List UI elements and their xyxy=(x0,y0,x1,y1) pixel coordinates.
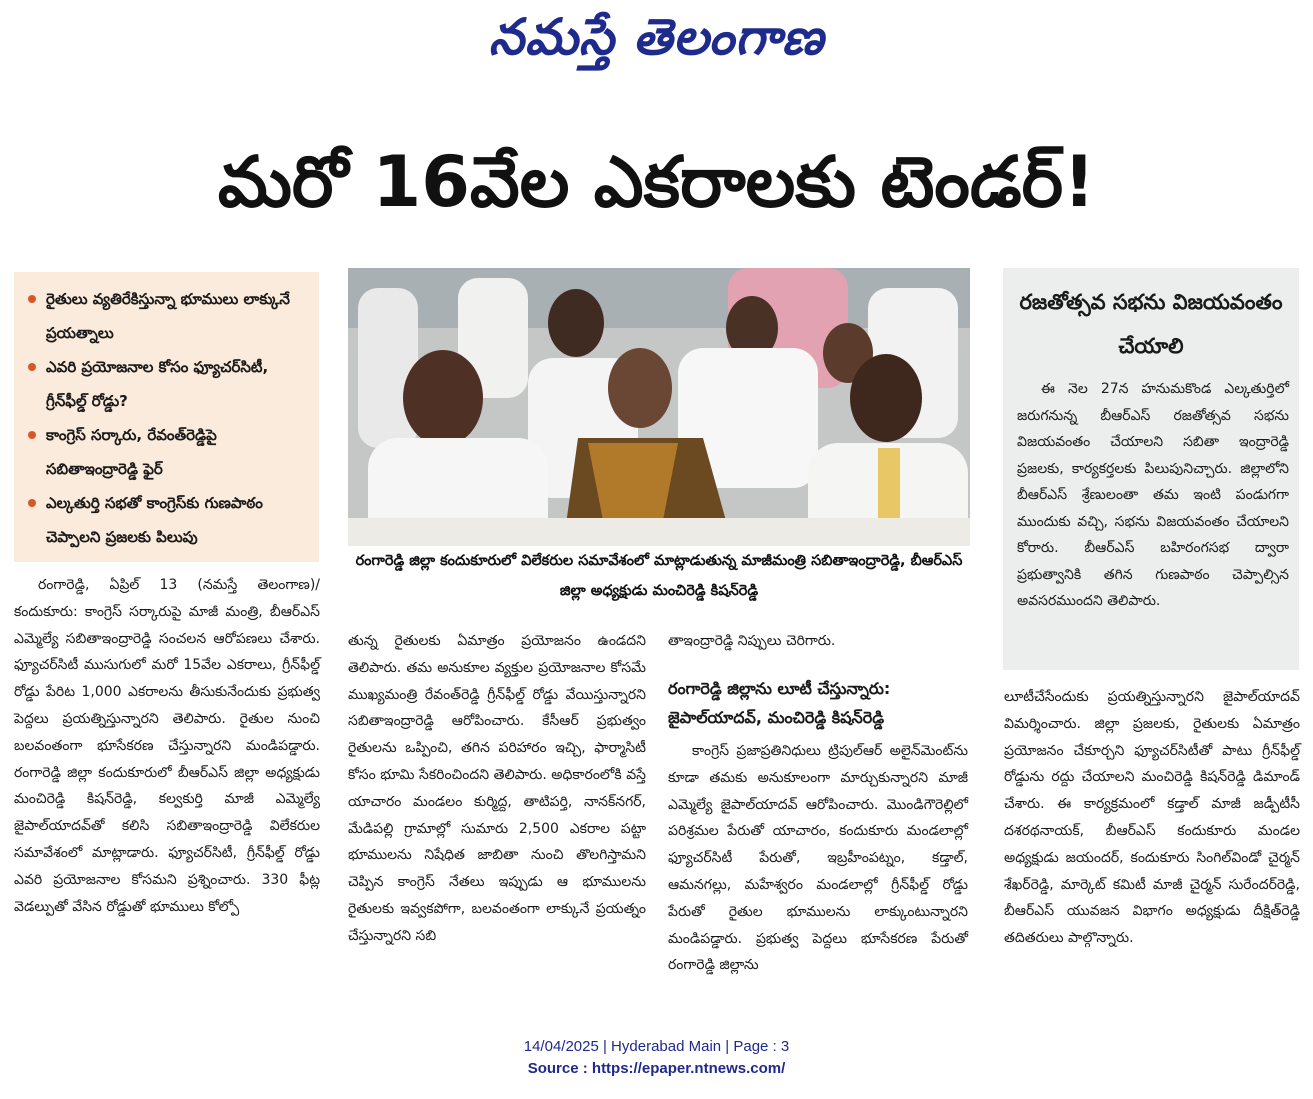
footer-edition-info: 14/04/2025 | Hyderabad Main | Page : 3 xyxy=(523,1038,790,1055)
article-column-4: లూటీచేసేందుకు ప్రయత్నిస్తున్నారని జైపాల్‌యాదవ్ విమర్శించారు. జిల్లా ప్రజలకు, రైతులకు ఏమాత్రం ప్రయోజనం చేకూర్చని ఫ్యూచర్‌సిటీతో పాటు గ్రీన్‌ఫీల్డ్ రోడ్డును రద్దు చేయాలని మంచిరెడ్డి కిషన్‌రెడ్డి డిమాండ్ చేశారు. ఈ కార్యక్రమంలో కడ్తాల్ మాజీ జడ్పీటీసీ దశరథనాయక్, బీఆర్‌ఎస్ కందుకూరు మండల అధ్యక్షుడు జయందర్, కందుకూరు సింగిల్‌విండో చైర్మన్ శేఖర్‌రెడ్డి, మార్కెట్ కమిటీ మాజీ చైర్మన్ సురేందర్‌రెడ్డి, బీఆర్‌ఎస్ యువజన విభాగం అధ్యక్షుడు దీక్షిత్‌రెడ్డి తదితరులు పాల్గొన్నారు. xyxy=(1004,689,1300,947)
bullet-icon xyxy=(28,431,36,439)
page-headline: మరో 16వేల ఎకరాలకు టెండర్! xyxy=(217,141,1096,223)
highlight-item: ఎవరి ప్రయోజనాల కోసం ఫ్యూచర్‌సిటీ, గ్రీన్‌ఫీల్డ్ రోడ్డు? xyxy=(24,350,313,418)
sidebar-body: ఈ నెల 27న హనుమకొండ ఎల్కతుర్తిలో జరుగనున్న బీఆర్‌ఎస్ రజతోత్సవ సభను విజయవంతం చేయాలని సబితా ఇంద్రారెడ్డి ప్రజలకు, కార్యకర్తలకు పిలుపునిచ్చారు. జిల్లాలోని బీఆర్‌ఎస్ శ్రేణులంతా తమ ఇంటి పండుగగా ముందుకు వచ్చి, సభను విజయవంతం చేయాలని కోరారు. బీఆర్‌ఎస్ బహిరంగసభ ద్వారా ప్రభుత్వానికి తగిన గుణపాఠం చెప్పాల్సిన అవసరముందని తెలిపారు. xyxy=(1017,381,1289,609)
footer-source-link[interactable]: Source : https://epaper.ntnews.com/ xyxy=(527,1060,786,1077)
article-column-2: తున్న రైతులకు ఏమాత్రం ప్రయోజనం ఉండదని తెలిపారు. తమ అనుకూల వ్యక్తుల ప్రయోజనాల కోసమే ముఖ్యమంత్రి రేవంత్‌రెడ్డి గ్రీన్‌ఫీల్డ్ రోడ్డు వేయిస్తున్నారని సబితాఇంద్రారెడ్డి ఆరోపించారు. కేసీఆర్ ప్రభుత్వం రైతులను ఒప్పించి, తగిన పరిహారం ఇచ్చి, ఫార్మాసిటీ కోసం భూమి సేకరించిందని తెలిపారు. అధికారంలోకి వస్తే యాచారం మండలం కుర్మిద్ద, తాటిపర్తి, నానక్‌నగర్, మేడిపల్లి గ్రామాల్లో సుమారు 2,500 ఎకరాల పట్టా భూములను నిషేధిత జాబితా నుంచి తొలగిస్తామని చెప్పిన కాంగ్రెస్ నేతలు ఇప్పుడు ఆ భూములను రైతులకు ఇవ్వకపోగా, బలవంతంగా లాక్కునే ప్రయత్నం చేస్తున్నారని సబి xyxy=(348,633,646,944)
bullet-icon xyxy=(28,295,36,303)
article-column-3: కాంగ్రెస్ ప్రజాప్రతినిధులు ట్రిపుల్‌ఆర్ అలైన్‌మెంట్‌ను కూడా తమకు అనుకూలంగా మార్చుకున్నారని మాజీ ఎమ్మెల్యే జైపాల్‌యాదవ్ ఆరోపించారు. మొండిగౌరెల్లిలో పరిశ్రమల పేరుతో యాచారం, కందుకూరు మండలాల్లో ఫ్యూచర్‌సిటీ పేరుతో, ఇబ్రహీంపట్నం, కడ్తాల్, ఆమనగల్లు, మహేశ్వరం మండలాల్లో గ్రీన్‌ఫీల్డ్ రోడ్డు పేరుతో రైతుల భూములను లాక్కుంటున్నారని మండిపడ్డారు. ప్రభుత్వ పెద్దలు భూసేకరణ పేరుతో రంగారెడ్డి జిల్లాను xyxy=(668,743,968,974)
highlight-item: ఎల్కతుర్తి సభతో కాంగ్రెస్‌కు గుణపాఠం చెప్పాలని ప్రజలకు పిలుపు xyxy=(24,486,313,554)
article-column-1: రంగారెడ్డి, ఏప్రిల్ 13 (నమస్తే తెలంగాణ)/కందుకూరు: కాంగ్రెస్ సర్కారుపై మాజీ మంత్రి, బీఆర్‌ఎస్ ఎమ్మెల్యే సబితాఇంద్రారెడ్డి సంచలన ఆరోపణలు చేశారు. ఫ్యూచర్‌సిటీ ముసుగులో మరో 15వేల ఎకరాలు, గ్రీన్‌ఫీల్డ్ రోడ్డు పేరిట 1,000 ఎకరాలను తీసుకునేందుకు ప్రభుత్వ పెద్దలు ప్రయత్నిస్తున్నారని తెలిపారు. రైతుల నుంచి బలవంతంగా భూసేకరణ చేస్తున్నారని మండిపడ్డారు. రంగారెడ్డి జిల్లా కందుకూరులో బీఆర్‌ఎస్ జిల్లా అధ్యక్షుడు మంచిరెడ్డి కిషన్‌రెడ్డి, కల్వకుర్తి మాజీ ఎమ్మెల్యే జైపాల్‌యాదవ్‌తో కలిసి సబితాఇంద్రారెడ్డి విలేకరుల సమావేశంలో మాట్లాడారు. ఫ్యూచర్‌సిటీ, గ్రీన్‌ఫీల్డ్ రోడ్డు ఎవరి ప్రయోజనాల కోసమని ప్రశ్నించారు. 330 ఫీట్ల వెడల్పుతో వేసిన రోడ్డుతో భూములు కోల్పో xyxy=(14,577,320,915)
article-subheading: రంగారెడ్డి జిల్లాను లూటీ చేస్తున్నారు: జైపాల్‌యాదవ్, మంచిరెడ్డి కిషన్‌రెడ్డి xyxy=(668,679,891,727)
sidebar-box xyxy=(1003,268,1299,670)
highlight-item: రైతులు వ్యతిరేకిస్తున్నా భూములు లాక్కునే ప్రయత్నాలు xyxy=(24,282,313,350)
sidebar-heading: రజతోత్సవ సభను విజయవంతం చేయాలి xyxy=(1019,290,1283,358)
bullet-icon xyxy=(28,363,36,371)
photo-caption: రంగారెడ్డి జిల్లా కందుకూరులో విలేకరుల సమావేశంలో మాట్లాడుతున్న మాజీమంత్రి సబితాఇంద్రారెడ్డి, బీఆర్‌ఎస్ జిల్లా అధ్యక్షుడు మంచిరెడ్డి కిషన్‌రెడ్డి xyxy=(355,553,963,599)
newspaper-masthead: నమస్తే తెలంగాణ xyxy=(488,8,825,66)
bullet-icon xyxy=(28,499,36,507)
highlights-box xyxy=(14,272,319,562)
article-column-3-top: తాఇంద్రారెడ్డి నిప్పులు చెరిగారు. xyxy=(668,633,836,649)
highlight-item: కాంగ్రెస్ సర్కారు, రేవంత్‌రెడ్డిపై సబితాఇంద్రారెడ్డి ఫైర్ xyxy=(24,418,313,486)
press-meet-photo xyxy=(348,268,970,546)
